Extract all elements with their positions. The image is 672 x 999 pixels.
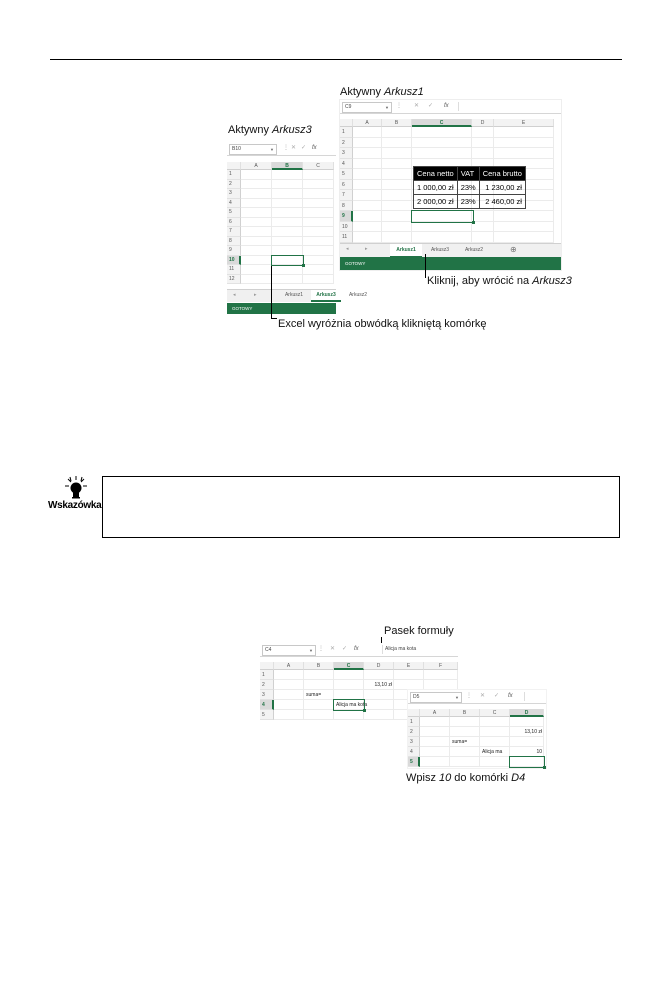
column-header-d[interactable]: D [472,119,494,127]
row-header-5[interactable]: 5 [340,169,353,180]
caption-active-sheet3: Aktywny Arkusz3 [228,124,312,136]
more-icon: ⋮ [396,103,402,109]
formula-bar [260,643,458,657]
row-header-9[interactable]: 9 [227,246,241,256]
row-header-9[interactable]: 9 [340,211,353,222]
row-header-11[interactable]: 11 [227,265,241,275]
table-cell[interactable]: 2 460,00 zł [479,195,525,209]
cell-c4[interactable]: Alicja ma [482,749,503,755]
active-cell-border[interactable] [271,255,304,267]
more-icon: ⋮ [466,693,472,699]
row-gridline [241,236,334,237]
row-header-5[interactable]: 5 [227,208,241,218]
tab-scroll-right-icon[interactable]: ▸ [254,292,257,298]
tab-arkusz2[interactable]: Arkusz2 [348,292,368,298]
row-gridline [241,283,334,284]
formula-bar [227,142,336,156]
column-gridline [381,127,382,243]
row-header-4[interactable]: 4 [340,159,353,170]
lightbulb-icon [62,475,90,499]
formula-input[interactable] [458,102,561,111]
column-gridline [303,670,304,720]
column-header-a[interactable]: A [274,662,304,670]
chevron-down-icon[interactable]: ▼ [270,147,274,152]
row-header-12[interactable]: 12 [227,275,241,285]
price-table [413,166,526,209]
row-header-6[interactable]: 6 [340,180,353,191]
tab-scroll-left-icon[interactable]: ◂ [233,292,236,298]
cancel-icon[interactable]: ✕ [414,103,420,109]
enter-check-icon[interactable]: ✓ [428,103,434,109]
sheet-grid[interactable] [227,162,336,298]
select-all-corner[interactable] [227,162,241,170]
row-header-10[interactable]: 10 [340,222,353,233]
status-bar: GOTOWY [340,257,561,270]
column-header-d[interactable]: D [364,662,394,670]
page-header-rule [50,59,622,60]
column-header-e[interactable]: E [494,119,554,127]
column-header-c[interactable]: C [412,119,472,127]
column-header-a[interactable]: A [420,709,450,717]
function-icon[interactable]: fx [312,145,317,151]
row-header-8[interactable]: 8 [227,237,241,247]
row-gridline [241,198,334,199]
row-header-10[interactable]: 10 [227,256,241,266]
column-gridline [449,717,450,767]
column-header-d[interactable]: D [510,709,544,717]
cell-c4[interactable]: Alicja ma kota [336,702,368,708]
column-header-f[interactable]: F [424,662,458,670]
row-header-1[interactable]: 1 [408,717,420,727]
chevron-down-icon[interactable]: ▼ [455,695,459,700]
column-gridline [553,127,554,243]
formula-bar [340,100,561,114]
row-gridline [241,245,334,246]
row-header-3[interactable]: 3 [340,148,353,159]
row-header-4[interactable]: 4 [408,747,420,757]
cell-d2[interactable]: 13,10 zł [524,729,542,735]
caption-click-back: Kliknij, aby wrócić na Arkusz3 [427,275,572,287]
enter-check-icon[interactable]: ✓ [494,693,500,699]
tab-arkusz1[interactable]: Arkusz1 [390,244,422,258]
plus-circle-icon[interactable]: ⊕ [510,245,517,254]
caption-active-sheet1: Aktywny Arkusz1 [340,86,424,98]
header-net-price: Cena netto [414,167,458,181]
active-cell-border[interactable] [333,699,368,711]
column-header-c[interactable]: C [480,709,510,717]
enter-check-icon[interactable]: ✓ [301,145,307,151]
function-icon[interactable]: fx [508,693,513,699]
row-header-7[interactable]: 7 [340,190,353,201]
table-row [414,195,526,209]
tab-arkusz1[interactable]: Arkusz1 [284,292,304,298]
column-gridline [333,170,334,284]
table-cell[interactable]: 23% [457,195,479,209]
column-gridline [479,717,480,767]
table-cell[interactable]: 2 000,00 zł [414,195,458,209]
cell-b3[interactable]: suma= [452,739,468,745]
row-gridline [241,274,334,275]
select-all-corner[interactable] [260,662,274,670]
row-header-1[interactable]: 1 [260,670,274,680]
cell-d2[interactable]: 13,10 zł [374,682,392,688]
sheet-tabs [340,243,561,258]
column-gridline [333,670,334,720]
sheet-tabs [227,289,368,302]
caption-formula-bar: Pasek formuły [384,625,454,637]
column-header-b[interactable]: B [304,662,334,670]
row-header-2[interactable]: 2 [260,680,274,690]
enter-check-icon[interactable]: ✓ [342,646,348,652]
row-gridline [353,137,554,138]
row-header-8[interactable]: 8 [340,201,353,212]
tab-scroll-left-icon[interactable]: ◂ [346,246,349,252]
more-icon: ⋮ [283,145,289,151]
column-gridline [411,127,412,243]
cell-b3[interactable]: suma= [306,692,322,698]
row-header-3[interactable]: 3 [227,189,241,199]
row-gridline [241,207,334,208]
tab-arkusz3[interactable]: Arkusz3 [311,290,341,302]
column-header-b[interactable]: B [382,119,412,127]
callout-line-border-tick [271,318,277,319]
row-header-1[interactable]: 1 [227,170,241,180]
row-gridline [241,226,334,227]
excel-window-arkusz3 [227,142,368,314]
row-header-3[interactable]: 3 [260,690,274,700]
table-cell[interactable]: 1 000,00 zł [414,181,458,195]
column-header-b[interactable]: B [450,709,480,717]
more-icon: ⋮ [318,646,324,652]
cell-d4[interactable]: 10 [536,749,542,755]
row-gridline [241,188,334,189]
row-header-5[interactable]: 5 [260,710,274,720]
column-header-a[interactable]: A [241,162,272,170]
table-header-row [414,167,526,181]
name-box[interactable]: B10 ▼ [229,144,277,155]
row-header-2[interactable]: 2 [227,180,241,190]
cancel-icon[interactable]: ✕ [480,693,486,699]
row-header-6[interactable]: 6 [227,218,241,228]
column-header-e[interactable]: E [394,662,424,670]
row-header-11[interactable]: 11 [340,232,353,243]
status-bar: GOTOWY [227,303,336,314]
header-gross-price: Cena brutto [479,167,525,181]
chevron-down-icon[interactable]: ▼ [309,648,313,653]
row-header-7[interactable]: 7 [227,227,241,237]
row-header-3[interactable]: 3 [408,737,420,747]
tip-box [102,476,620,538]
active-cell-border[interactable] [509,756,545,768]
caption-border-highlight: Excel wyróżnia obwódką klikniętą komórkę [278,318,487,330]
column-gridline [393,670,394,720]
row-header-5[interactable]: 5 [408,757,420,767]
callout-line-border [271,266,272,318]
row-header-2[interactable]: 2 [408,727,420,737]
row-header-4[interactable]: 4 [227,199,241,209]
row-header-1[interactable]: 1 [340,127,353,138]
row-gridline [241,217,334,218]
name-box[interactable]: C9 ▼ [342,102,392,113]
name-box[interactable]: D5 ▼ [410,692,462,703]
tab-scroll-right-icon[interactable]: ▸ [365,246,368,252]
table-cell[interactable]: 1 230,00 zł [479,181,525,195]
table-row [414,181,526,195]
function-icon[interactable]: fx [354,646,359,652]
select-all-corner[interactable] [408,709,420,717]
tab-arkusz3[interactable]: Arkusz3 [430,247,450,253]
excel-window-arkusz1 [340,100,561,270]
caption-type-value: Wpisz 10 do komórki D4 [406,772,526,784]
row-header-4[interactable]: 4 [260,700,274,710]
active-cell-border[interactable] [411,210,474,223]
table-cell[interactable]: 23% [457,181,479,195]
name-box[interactable]: C4 ▼ [262,645,316,656]
column-header-c[interactable]: C [303,162,334,170]
tip-label: Wskazówka [48,500,102,511]
cancel-icon[interactable]: ✕ [330,646,336,652]
header-vat: VAT [457,167,479,181]
formula-input[interactable] [524,692,546,701]
tab-arkusz2[interactable]: Arkusz2 [464,247,484,253]
column-header-c[interactable]: C [334,662,364,670]
callout-line-tab [425,254,426,278]
column-header-a[interactable]: A [353,119,382,127]
formula-bar [408,690,546,704]
excel-window-type-example [408,690,546,768]
row-gridline [353,231,554,232]
chevron-down-icon[interactable]: ▼ [385,105,389,110]
formula-input[interactable]: Alicja ma kota [382,645,458,654]
function-icon[interactable]: fx [444,103,449,109]
row-gridline [353,158,554,159]
row-gridline [353,147,554,148]
select-all-corner[interactable] [340,119,353,127]
row-gridline [241,179,334,180]
column-header-b[interactable]: B [272,162,303,170]
row-header-2[interactable]: 2 [340,138,353,149]
column-gridline [363,670,364,720]
cancel-icon[interactable]: ✕ [291,145,297,151]
sheet-grid[interactable] [408,709,546,768]
